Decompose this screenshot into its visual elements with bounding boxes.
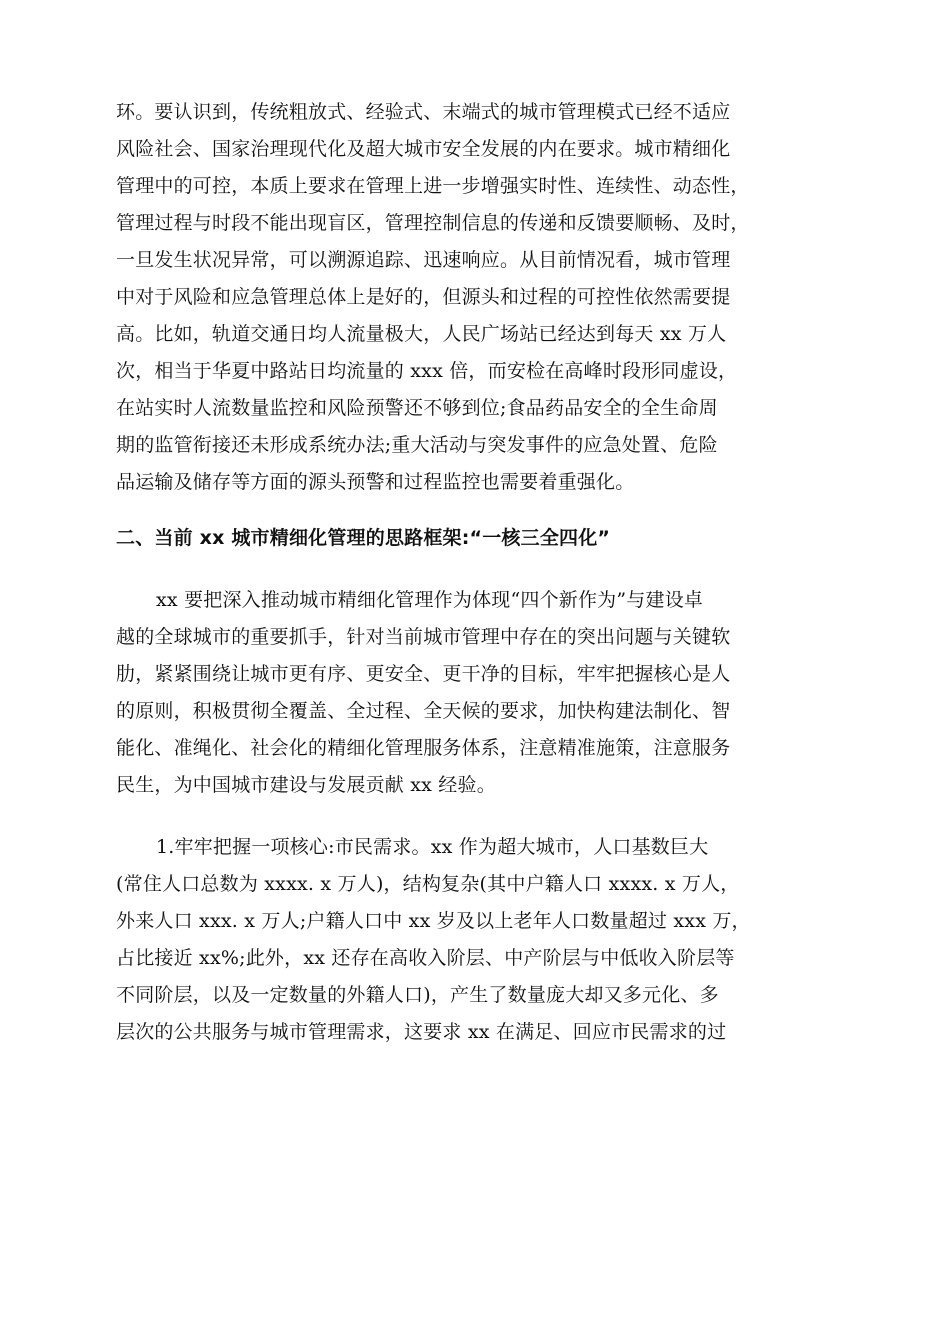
document-body bbox=[116, 94, 856, 1051]
paragraph-line: 期的监管衔接还未形成系统办法;重大活动与突发事件的应急处置、危险 bbox=[116, 434, 718, 456]
paragraph-line: 越的全球城市的重要抓手，针对当前城市管理中存在的突出问题与关键软 bbox=[116, 626, 731, 648]
paragraph-line: 管理过程与时段不能出现盲区，管理控制信息的传递和反馈要顺畅、及时， bbox=[116, 212, 750, 234]
paragraph-line: 的原则，积极贯彻全覆盖、全过程、全天候的要求，加快构建法制化、智 bbox=[116, 700, 731, 722]
spacer bbox=[116, 804, 856, 829]
paragraph-line: (常住人口总数为 xxxx. x 万人)，结构复杂(其中户籍人口 xxxx. x 万人， bbox=[116, 873, 740, 895]
paragraph-line: 在站实时人流数量监控和风险预警还不够到位;食品药品安全的全生命周 bbox=[116, 397, 718, 419]
spacer bbox=[116, 501, 856, 520]
paragraph-line: 能化、准绳化、社会化的精细化管理服务体系，注意精准施策，注意服务 bbox=[116, 737, 731, 759]
paragraph-line: 层次的公共服务与城市管理需求，这要求 xx 在满足、回应市民需求的过 bbox=[116, 1021, 727, 1043]
paragraph-urban-risk-control bbox=[116, 94, 856, 501]
paragraph-line: 外来人口 xxx. x 万人;户籍人口中 xx 岁及以上老年人口数量超过 xxx 万， bbox=[116, 910, 751, 932]
paragraph-line: 风险社会、国家治理现代化及超大城市安全发展的内在要求。城市精细化 bbox=[116, 138, 731, 160]
paragraph-line: 民生，为中国城市建设与发展贡献 xx 经验。 bbox=[116, 774, 496, 796]
paragraph-line: 中对于风险和应急管理总体上是好的，但源头和过程的可控性依然需要提 bbox=[116, 286, 731, 308]
paragraph-line: xx 要把深入推动城市精细化管理作为体现“四个新作为”与建设卓 bbox=[156, 589, 704, 611]
paragraph-line: 一旦发生状况异常，可以溯源追踪、迅速响应。从目前情况看，城市管理 bbox=[116, 249, 731, 271]
section-heading: 二、当前 xx 城市精细化管理的思路框架:“一核三全四化” bbox=[116, 527, 611, 549]
paragraph-line: 占比接近 xx%;此外，xx 还存在高收入阶层、中产阶层与中低收入阶层等 bbox=[116, 947, 735, 969]
paragraph-line: 不同阶层，以及一定数量的外籍人口)，产生了数量庞大却又多元化、多 bbox=[116, 984, 719, 1006]
paragraph-line: 1.牢牢把握一项核心:市民需求。xx 作为超大城市，人口基数巨大 bbox=[156, 836, 709, 858]
paragraph-framework-overview bbox=[116, 582, 856, 804]
paragraph-line: 肋，紧紧围绕让城市更有序、更安全、更干净的目标，牢牢把握核心是人 bbox=[116, 663, 731, 685]
paragraph-line: 品运输及储存等方面的源头预警和过程监控也需要着重强化。 bbox=[116, 471, 635, 493]
spacer bbox=[116, 557, 856, 582]
paragraph-line: 管理中的可控，本质上要求在管理上进一步增强实时性、连续性、动态性， bbox=[116, 175, 750, 197]
paragraph-citizen-needs bbox=[116, 829, 856, 1051]
paragraph-line: 高。比如，轨道交通日均人流量极大，人民广场站已经达到每天 xx 万人 bbox=[116, 323, 727, 345]
paragraph-line: 环。要认识到，传统粗放式、经验式、末端式的城市管理模式已经不适应 bbox=[116, 101, 731, 123]
paragraph-line: 次，相当于华夏中路站日均流量的 xxx 倍，而安检在高峰时段形同虚设， bbox=[116, 360, 738, 382]
